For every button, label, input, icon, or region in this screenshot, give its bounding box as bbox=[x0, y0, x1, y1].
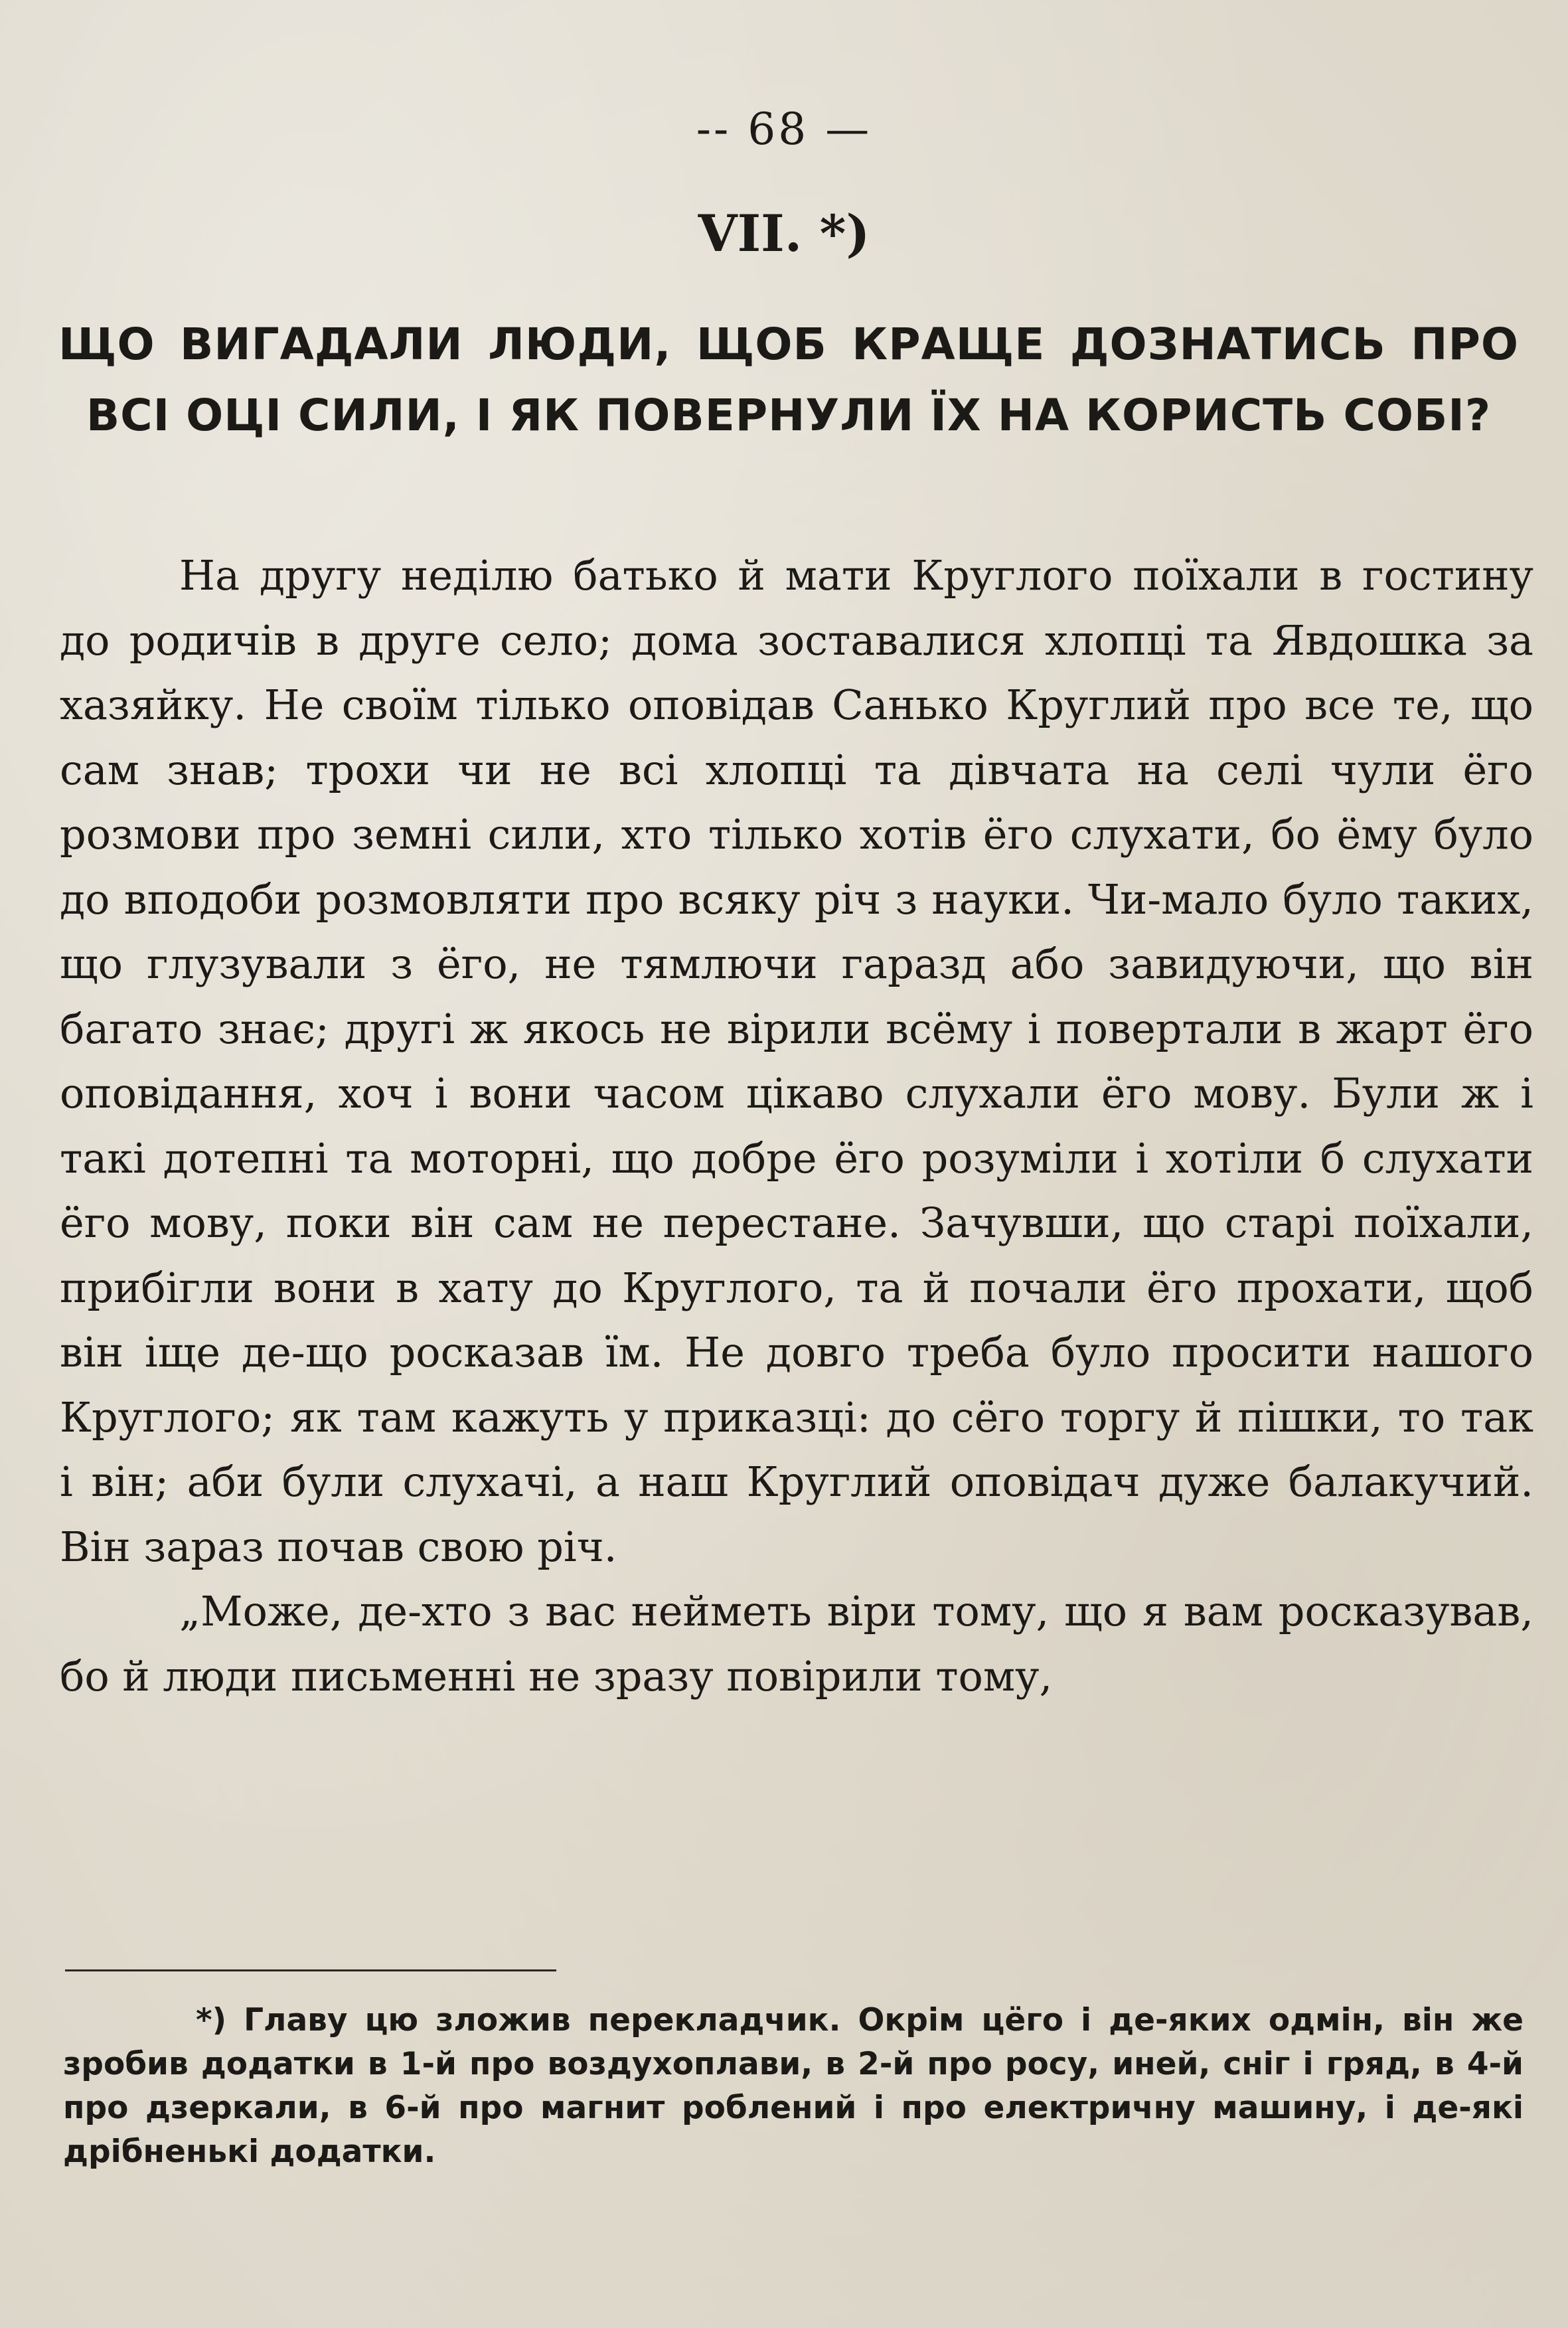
footnote-divider bbox=[65, 1969, 556, 1971]
chapter-heading: ЩО ВИГАДАЛИ ЛЮДИ, ЩОБ КРАЩЕ ДОЗНАТИСЬ ПРО ВСІ ОЦІ СИЛИ, І ЯК ПОВЕРНУЛИ ЇХ НА КОРИСТЬ СОБІ? bbox=[58, 319, 1519, 441]
page-number: -- 68 — bbox=[696, 104, 872, 155]
footnote: *) Главу цю зложив перекладчик. Окрім цёго і де-яких одмін, він же зробив додатки в 1-й про воздухоплави, в 2-й про росу, иней, сніг і гряд, в 4-й про дзеркали, в 6-й про магнит роблений і про електричну машину, і де-які дрібненькі додатки. bbox=[63, 2002, 1524, 2170]
chapter-number: VII. *) bbox=[698, 204, 870, 263]
paragraph: „Може, де-хто з вас нейметь віри тому, що я вам росказував, бо й люди письменні не зразу повірили тому, bbox=[60, 1587, 1533, 1701]
body-text bbox=[60, 543, 1533, 1708]
paragraph: На другу неділю батько й мати Круглого поїхали в гостину до родичів в друге село; дома зоставалися хлопці та Явдошка за хазяйку. Не своїм тілько оповідав Санько Круглий про все те, що сам знав; трохи чи не всі хлопці та дівчата на селі чули ёго розмови про земні сили, хто тілько хотів ёго слухати, бо ёму було до вподоби розмовляти про всяку річ з науки. Чи-мало було таких, що глузували з ёго, не тямлючи гаразд або завидуючи, що він багато знає; другі ж якось не вірили всёму і повертали в жарт ёго оповідання, хоч і вони часом цікаво слухали ёго мову. Були ж і такі дотепні та моторні, що добре ёго розуміли і хотіли б слухати ёго мову, поки він сам не перестане. Зачувши, що старі поїхали, прибігли вони в хату до Круглого, та й почали ёго прохати, щоб він іще де-що росказав їм. Не довго треба було просити нашого Круглого; як там кажуть у приказці: до сёго торгу й пішки, то так і він; аби були слухачі, а наш Круглий оповідач дуже балакучий. Він зараз почав свою річ. bbox=[60, 551, 1533, 1571]
